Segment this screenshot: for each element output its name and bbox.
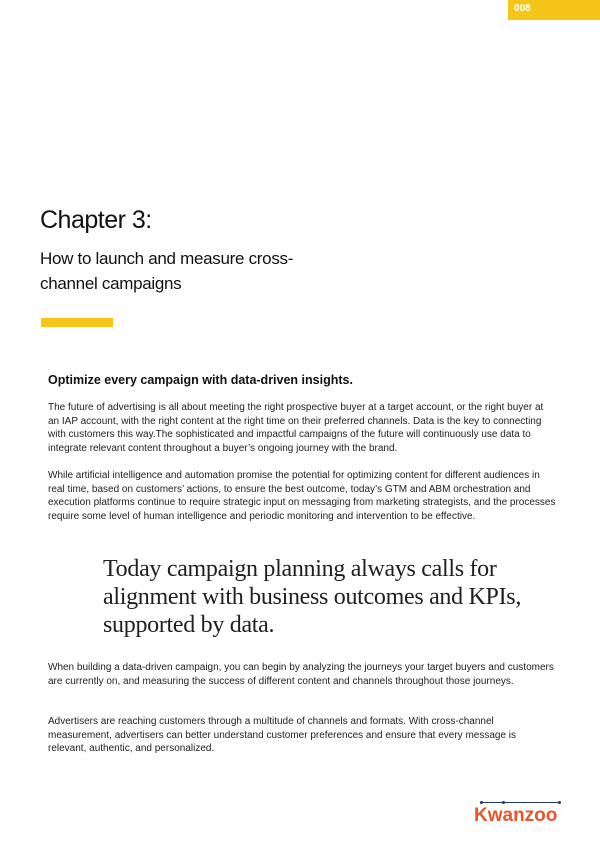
- body-paragraph-2: While artificial intelligence and automation promise the potential for optimizing content for different audiences in real time, based on customers’ actions, to ensure the best outcome, today’s GTM and ABM orchestration and execution platforms continue to require strategic input on messaging from marketing strategists, and the processes require some level of human intelligence and periodic monitoring and intervention to be effective.: [48, 470, 556, 522]
- page-number-badge: 008: [508, 0, 600, 20]
- logo-line-icon: [480, 802, 560, 803]
- chapter-subtitle: How to launch and measure cross-channel campaigns: [40, 249, 294, 293]
- body-paragraph-1: The future of advertising is all about meeting the right prospective buyer at a target account, or the right buyer at an IAP account, with the right content at the right time on their preferred channels. Data is the key to connecting with customers this way.The sophisticated and impactful campaigns of the future will continuously use data to integrate relevant content throughout a buyer’s ongoing journey with the brand.: [48, 402, 544, 454]
- section-heading: Optimize every campaign with data-driven insights.: [48, 373, 353, 387]
- kwanzoo-logo: [472, 796, 572, 828]
- pull-quote: Today campaign planning always calls for alignment with business outcomes and KPIs, supported by data.: [103, 556, 522, 638]
- chapter-title: Chapter 3:: [40, 206, 152, 234]
- accent-bar: [41, 318, 113, 327]
- body-paragraph-4: Advertisers are reaching customers through a multitude of channels and formats. With cross-channel measurement, advertisers can better understand customer preferences and ensure that every message is relevant, authentic, and personalized.: [48, 716, 517, 755]
- logo-dot-icon: [480, 801, 483, 804]
- logo-dot-icon: [502, 801, 505, 804]
- body-paragraph-3: When building a data-driven campaign, you can begin by analyzing the journeys your target buyers and customers are currently on, and measuring the success of different content and channels throughout those journeys.: [48, 662, 554, 687]
- logo-text: Kwanzoo: [474, 805, 558, 826]
- logo-dot-icon: [558, 801, 561, 804]
